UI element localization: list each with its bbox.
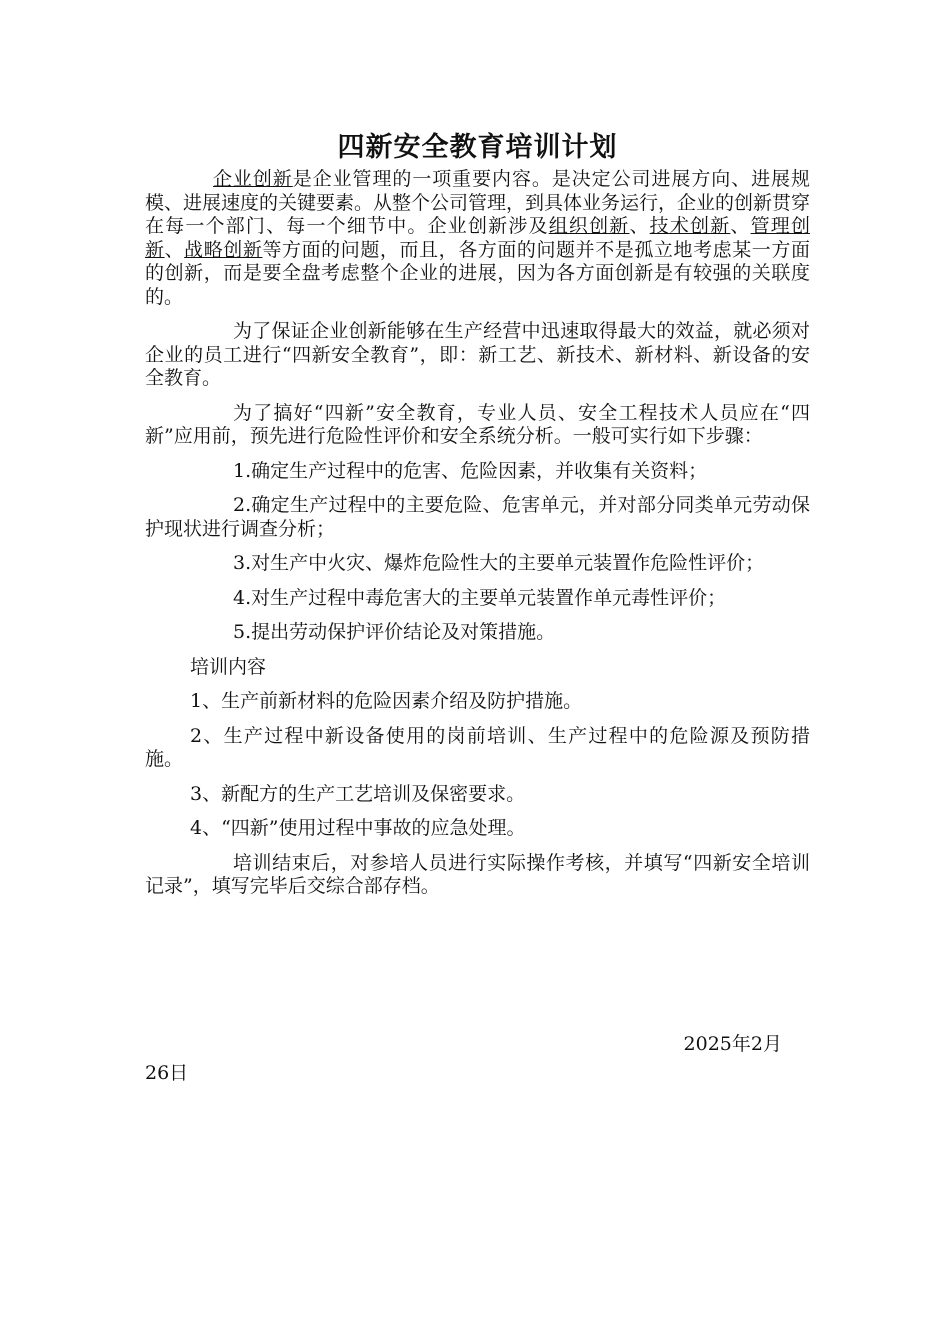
step-item: 1.确定生产过程中的危害、危险因素，并收集有关资料； [233, 459, 708, 482]
training-heading: 培训内容 [190, 655, 267, 678]
spacer [145, 910, 810, 1033]
paragraph-purpose: 为了保证企业创新能够在生产经营中迅速取得最大的效益，就必须对企业的员工进行“四新安全教育”，即：新工艺、新技术、新材料、新设备的安全教育。 [145, 320, 810, 389]
separator: 、 [730, 215, 751, 237]
training-item: 3、新配方的生产工艺培训及保密要求。 [190, 782, 526, 805]
paragraph-closing: 培训结束后，对参培人员进行实际操作考核，并填写“四新安全培训记录”，填写完毕后交综合部存档。 [145, 851, 810, 897]
date-line-1: 2025年2月 [683, 1032, 782, 1055]
document-title: 四新安全教育培训计划 [337, 132, 618, 163]
link-enterprise-innovation[interactable]: 企业创新 [213, 168, 293, 190]
link-technology-innovation[interactable]: 技术创新 [649, 215, 731, 237]
link-management-innovation[interactable]: 管理创新 [145, 215, 810, 261]
document-page [145, 128, 810, 1086]
training-item: 2、生产过程中新设备使用的岗前培训、生产过程中的危险源及预防措施。 [145, 724, 810, 770]
intro-text-1: 是企业管理的一项重要内容。是决定公司进展方向、进展规模、进展速度的关键要素。从整个公司管理，到具体业务运行，企业的创新贯穿在每一个部门、每一个细节中。企业创新涉及 [145, 168, 811, 237]
link-strategy-innovation[interactable]: 战略创新 [184, 238, 263, 261]
separator: 、 [164, 238, 185, 261]
intro-text-2: 等方面的问题，而且，各方面的问题并不是孤立地考虑某一方面的创新，而是要全盘考虑整个企业的进展，因为各方面创新是有较强的关联度的。 [145, 238, 810, 308]
step-item: 2.确定生产过程中的主要危险、危害单元，并对部分同类单元劳动保护现状进行调查分析； [145, 494, 810, 540]
paragraph-steps-intro: 为了搞好“四新”安全教育，专业人员、安全工程技术人员应在“四新”应用前，预先进行危险性评价和安全系统分析。一般可实行如下步骤： [145, 401, 810, 447]
step-item: 3.对生产中火灾、爆炸危险性大的主要单元装置作危险性评价； [233, 552, 765, 574]
step-item: 4.对生产过程中毒危害大的主要单元装置作单元毒性评价； [233, 586, 727, 609]
training-item: 4、“四新”使用过程中事故的应急处理。 [190, 817, 526, 839]
step-item: 5.提出劳动保护评价结论及对策措施。 [233, 621, 556, 643]
paragraph-intro [145, 168, 810, 309]
link-organization-innovation[interactable]: 组织创新 [548, 215, 630, 237]
separator: 、 [629, 215, 650, 237]
date-line-2: 26日 [145, 1062, 189, 1084]
training-item: 1、生产前新材料的危险因素介绍及防护措施。 [190, 690, 583, 712]
